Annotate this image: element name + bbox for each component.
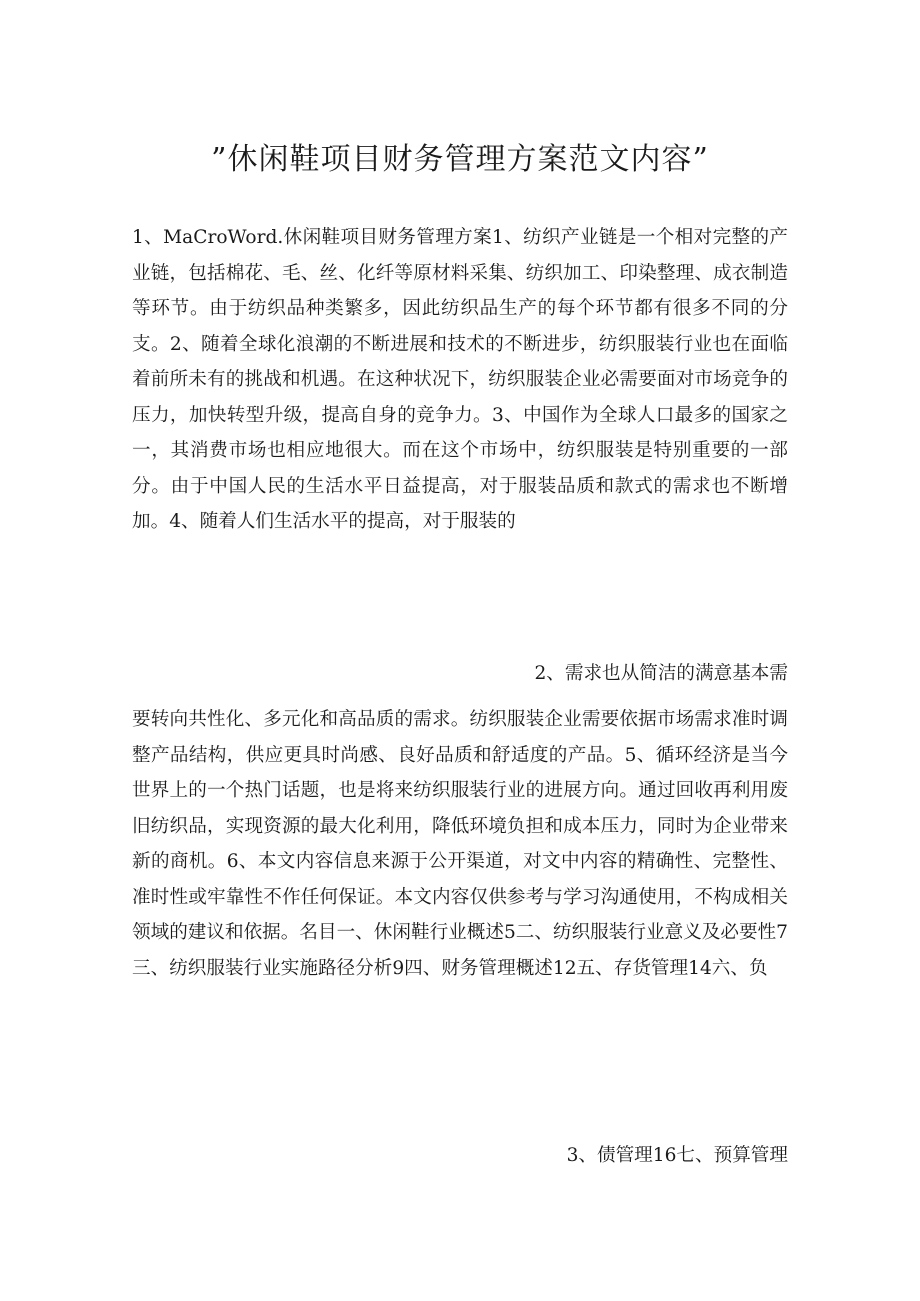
- page-marker-2: 2、需求也从简洁的满意基本需: [534, 663, 788, 684]
- page-marker-3: 3、债管理16七、预算管理: [566, 1145, 788, 1166]
- document-title: ”休闲鞋项目财务管理方案范文内容”: [211, 142, 709, 177]
- body-paragraph-2: 要转向共性化、多元化和高品质的需求。纺织服装企业需要依据市场需求准时调整产品结构，供应更具时尚感、良好品质和舒适度的产品。5、循环经济是当今世界上的一个热门话题，也是将来纺织服装行业的进展方向。通过回收再利用废旧纺织品，实现资源的最大化利用，降低环境负担和成本压力，同时为企业带来新的商机。6、本文内容信息来源于公开渠道，对文中内容的精确性、完整性、准时性或牢靠性不作任何保证。本文内容仅供参考与学习沟通使用，不构成相关领域的建议和依据。名目一、休闲鞋行业概述5二、纺织服装行业意义及必要性7三、纺织服装行业实施路径分析9四、财务管理概述12五、存货管理14六、负: [132, 709, 788, 979]
- body-paragraph-1: 1、MaCroWord.休闲鞋项目财务管理方案1、纺织产业链是一个相对完整的产业链，包括棉花、毛、丝、化纤等原材料采集、纺织加工、印染整理、成衣制造等环节。由于纺织品种类繁多，因此纺织品生产的每个环节都有很多不同的分支。2、随着全球化浪潮的不断进展和技术的不断进步，纺织服装行业也在面临着前所未有的挑战和机遇。在这种状况下，纺织服装企业必需要面对市场竞争的压力，加快转型升级，提高自身的竞争力。3、中国作为全球人口最多的国家之一，其消费市场也相应地很大。而在这个市场中，纺织服装是特别重要的一部分。由于中国人民的生活水平日益提高，对于服装品质和款式的需求也不断增加。4、随着人们生活水平的提高，对于服装的: [132, 227, 788, 532]
